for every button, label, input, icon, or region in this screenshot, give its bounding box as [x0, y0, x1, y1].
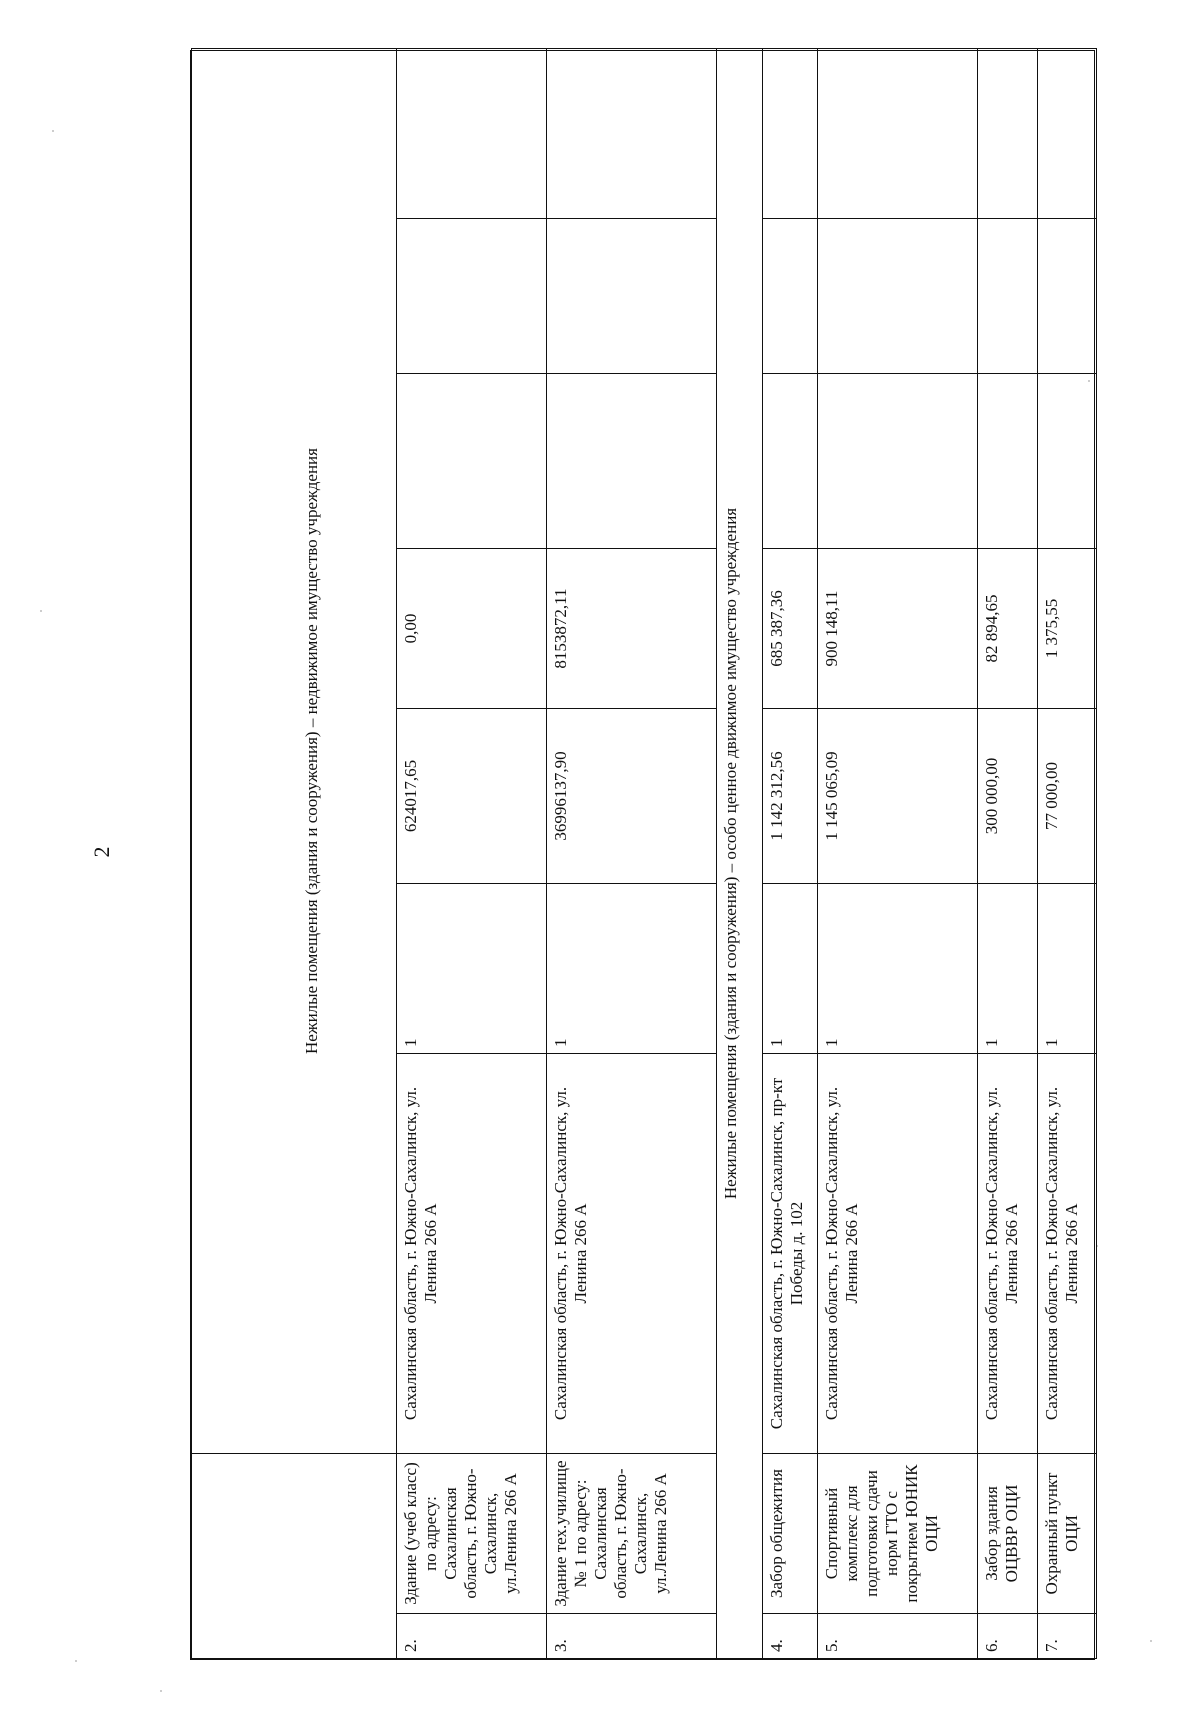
residual-value: 0,00: [397, 549, 547, 709]
table-row: [397, 48, 547, 1658]
residual-value: 900 148,11: [818, 549, 978, 709]
table-row: [1038, 48, 1097, 1658]
object-quantity: 1: [763, 884, 818, 1054]
book-value: 1 142 312,56: [763, 709, 818, 884]
object-quantity: 1: [978, 884, 1038, 1054]
book-value: 624017,65: [397, 709, 547, 884]
row-number: 6.: [978, 1614, 1038, 1659]
table-row: [818, 48, 978, 1658]
residual-value: 82 894,65: [978, 549, 1038, 709]
object-name: Забор общежития: [763, 1454, 818, 1614]
row-number: 4.: [763, 1614, 818, 1659]
object-quantity: 1: [547, 884, 717, 1054]
empty-cell: [547, 374, 717, 549]
table-row: [978, 48, 1038, 1658]
object-name: Здание тех.училище № 1 по адресу: Сахалинская область, г. Южно-Сахалинск, ул.Ленина 266 А: [547, 1454, 717, 1614]
empty-cell: [397, 219, 547, 374]
book-value: 1 145 065,09: [818, 709, 978, 884]
object-name: Здание (учеб класс) по адресу: Сахалинская область, г. Южно-Сахалинск, ул.Ленина 266 А: [397, 1454, 547, 1614]
scan-speck: [75, 1660, 77, 1662]
object-name: Забор здания ОЦВВР ОЦИ: [978, 1454, 1038, 1614]
object-address: Сахалинская область, г. Южно-Сахалинск, ул. Ленина 266 А: [818, 1054, 978, 1454]
object-address: Сахалинская область, г. Южно-Сахалинск, ул. Ленина 266 А: [547, 1054, 717, 1454]
object-quantity: 1: [1038, 884, 1097, 1054]
object-address: Сахалинская область, г. Южно-Сахалинск, ул. Ленина 266 А: [978, 1054, 1038, 1454]
row-number: 2.: [397, 1614, 547, 1659]
table-row: [547, 48, 717, 1658]
book-value: 300 000,00: [978, 709, 1038, 884]
section-row: [717, 48, 763, 1658]
object-quantity: 1: [397, 884, 547, 1054]
row-number: 7.: [1038, 1614, 1097, 1659]
empty-cell: [978, 374, 1038, 549]
empty-cell: [397, 374, 547, 549]
empty-cell: [547, 48, 717, 218]
empty-cell: [397, 48, 547, 218]
section-title: Нежилые помещения (здания и сооружения) – недвижимое имущество учреждения: [192, 48, 397, 1453]
page-number: 2: [89, 846, 114, 858]
empty-cell: [978, 219, 1038, 374]
scan-speck: [40, 610, 42, 612]
empty-cell: [763, 48, 818, 218]
empty-cell: [763, 374, 818, 549]
row-number: 3.: [547, 1614, 717, 1659]
empty-cell: [818, 219, 978, 374]
empty-cell: [978, 48, 1038, 218]
row-number: 5.: [818, 1614, 978, 1659]
residual-value: 685 387,36: [763, 549, 818, 709]
empty-cell: [1038, 219, 1097, 374]
empty-cell: [547, 219, 717, 374]
residual-value: 8153872,11: [547, 549, 717, 709]
property-table: [190, 50, 1095, 1660]
empty-cell: [1038, 374, 1097, 549]
section-spacer: [192, 1454, 397, 1659]
scan-speck: [52, 130, 54, 132]
object-name: Охранный пункт ОЦИ: [1038, 1454, 1097, 1614]
object-address: Сахалинская область, г. Южно-Сахалинск, ул. Ленина 266 А: [397, 1054, 547, 1454]
object-address: Сахалинская область, г. Южно-Сахалинск, пр-кт Победы д. 102: [763, 1054, 818, 1454]
book-value: 77 000,00: [1038, 709, 1097, 884]
object-address: Сахалинская область, г. Южно-Сахалинск, ул. Ленина 266 А: [1038, 1054, 1097, 1454]
residual-value: 1 375,55: [1038, 549, 1097, 709]
book-value: 36996137,90: [547, 709, 717, 884]
object-quantity: 1: [818, 884, 978, 1054]
empty-cell: [818, 48, 978, 218]
empty-cell: [763, 219, 818, 374]
scan-speck: [1150, 1640, 1152, 1642]
scan-speck: [160, 1690, 162, 1692]
table-row: [763, 48, 818, 1658]
empty-cell: [1038, 48, 1097, 218]
empty-cell: [818, 374, 978, 549]
section-row: [192, 48, 397, 1658]
object-name: Спортивный комплекс для подготовки сдачи норм ГТО с покрытием ЮНИК ОЦИ: [818, 1454, 978, 1614]
section-title: Нежилые помещения (здания и сооружения) – особо ценное движимое имущество учреждения: [717, 48, 763, 1658]
